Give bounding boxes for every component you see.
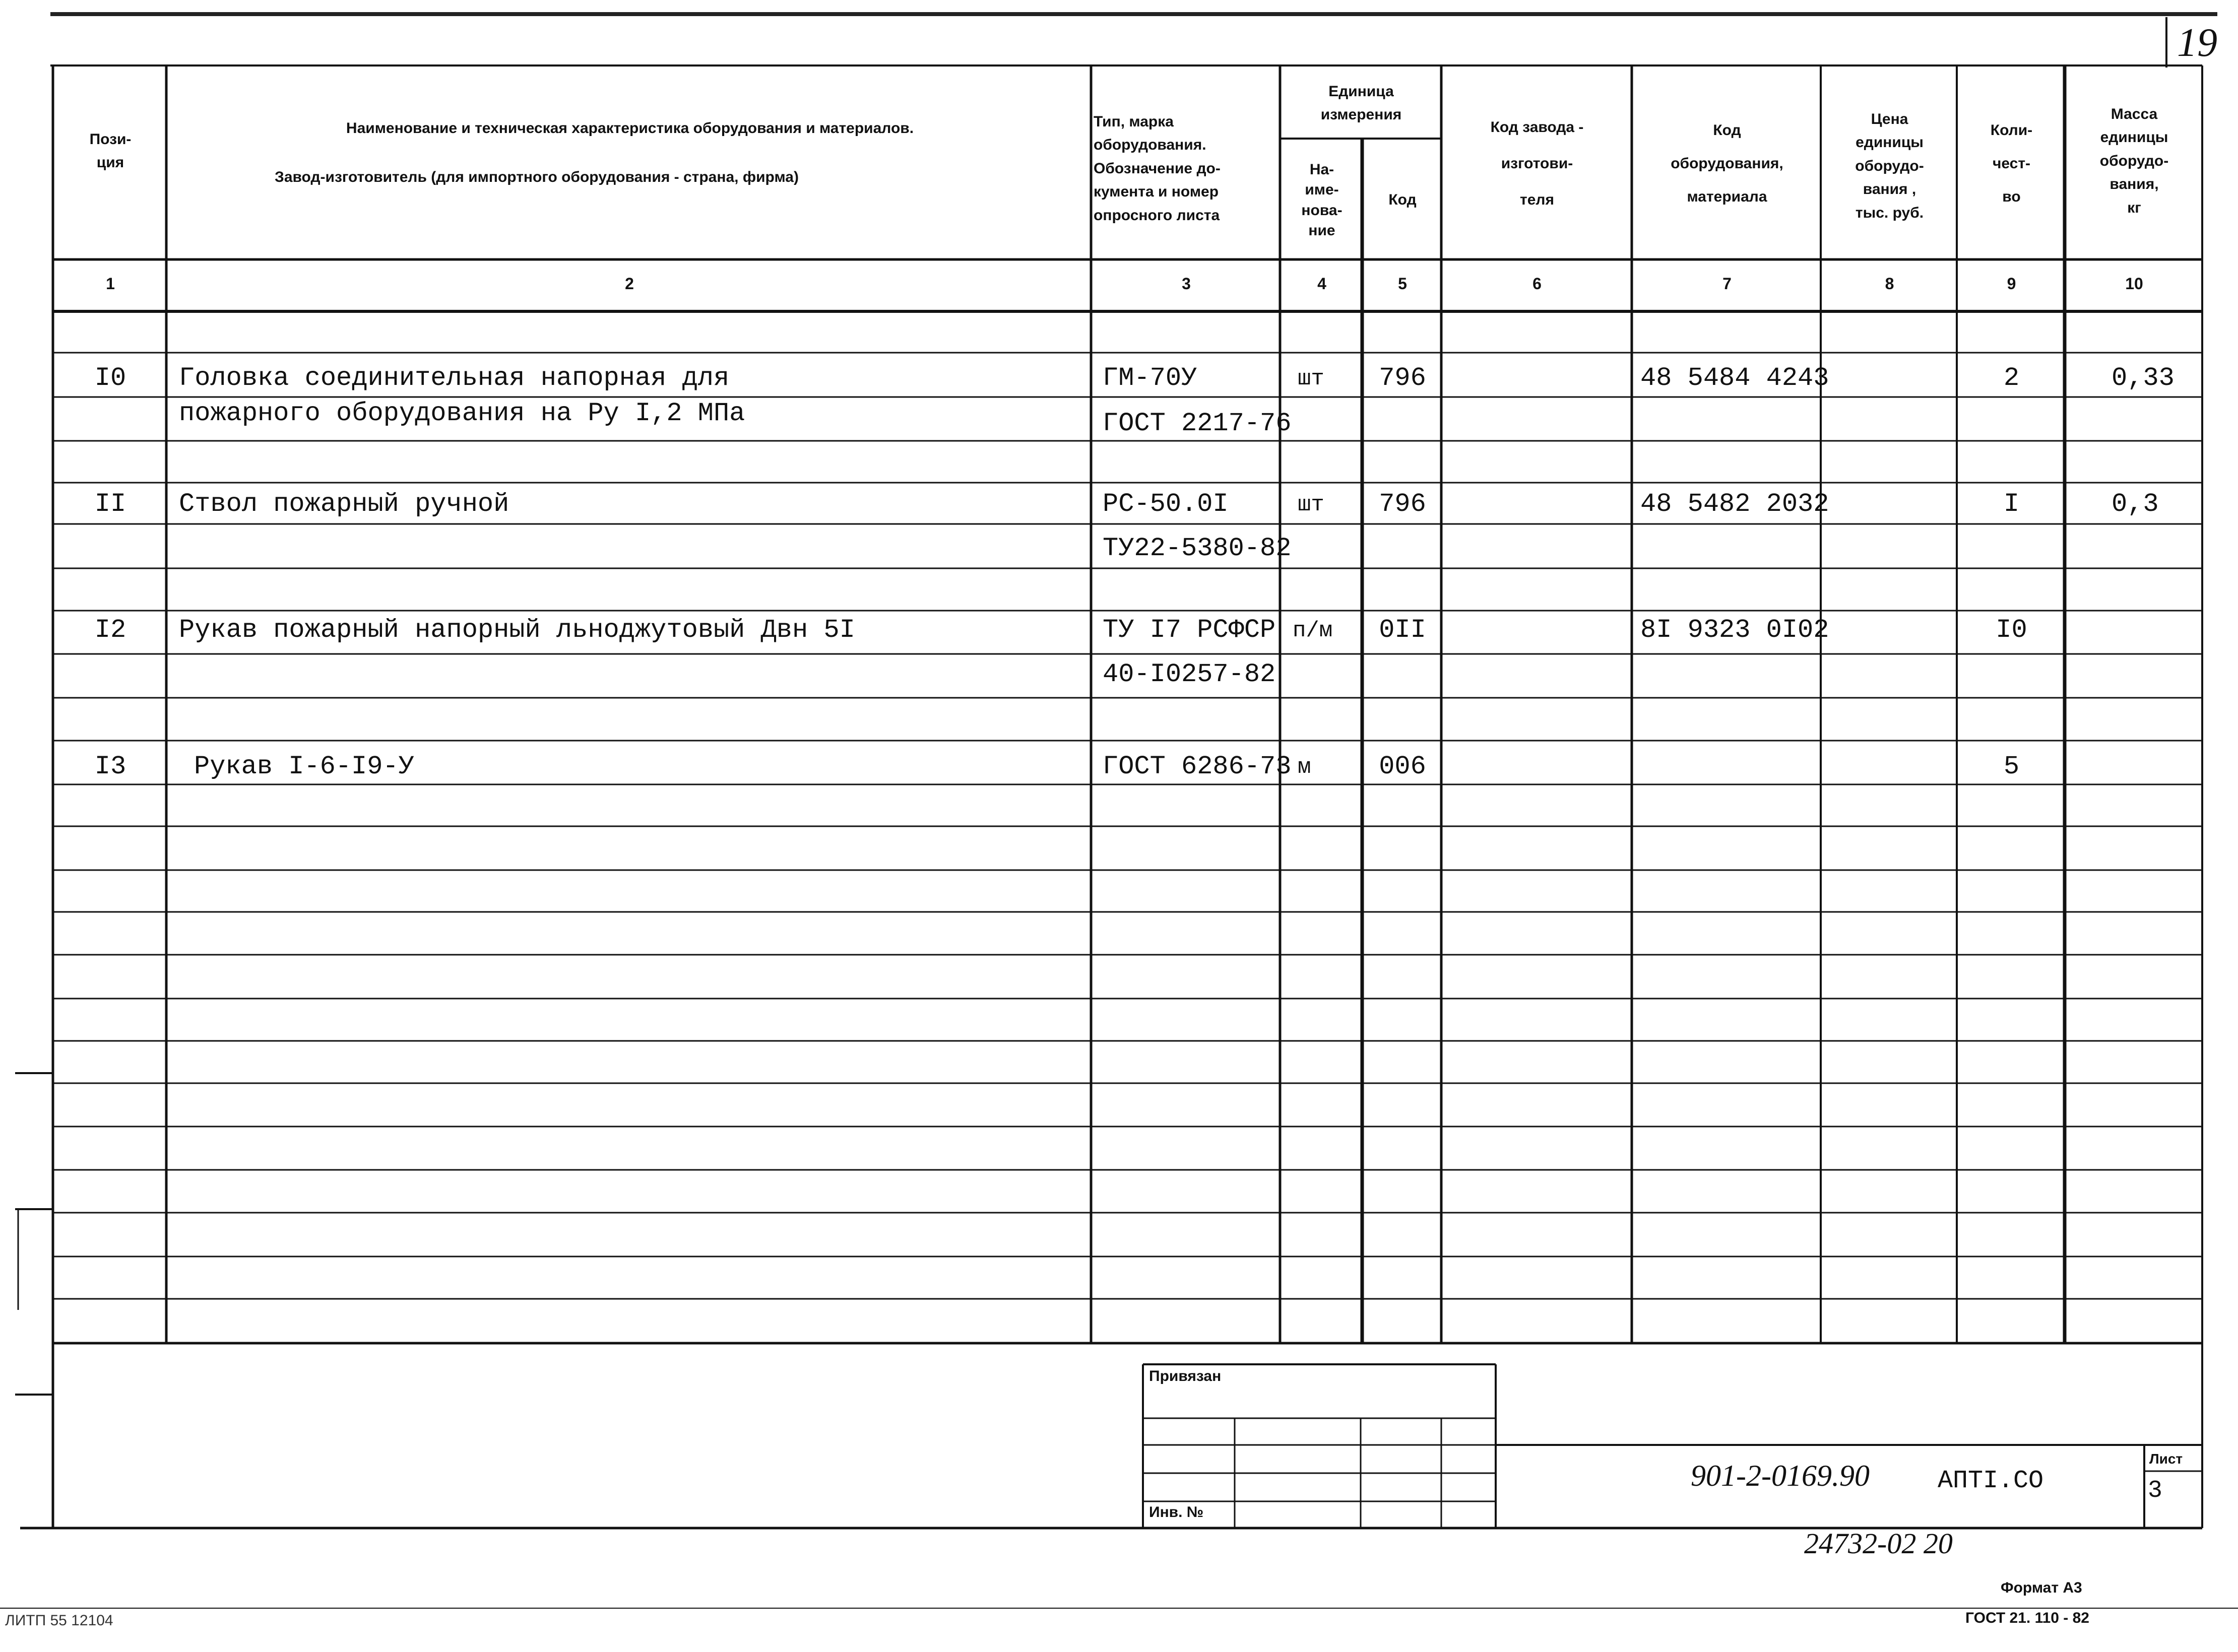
row-position: I3 (94, 752, 126, 781)
row-type: РС-50.0I (1103, 489, 1229, 519)
row-type: ТУ I7 РСФСР (1103, 615, 1276, 645)
stamp-inventory-label: Инв. № (1149, 1504, 1204, 1521)
stamp-list-label: Лист (2149, 1451, 2183, 1467)
row-type: ГОСТ 6286-73 (1103, 752, 1292, 781)
header-type: Тип, марка оборудования. Обозначение до- кумента и номер опросного листа (1094, 113, 1221, 224)
header-equipment-code: Код оборудования, материала (1671, 122, 1783, 205)
header-unit-name: На- име- нова- ние (1301, 161, 1342, 239)
row-name: Ствол пожарный ручной (179, 489, 509, 519)
column-number-10: 10 (2125, 275, 2143, 293)
row-name: пожарного оборудования на Ру I,2 МПа (179, 399, 745, 428)
row-type: 40-I0257-82 (1103, 659, 1276, 689)
outer-border-top (50, 64, 2202, 67)
row-unit: шт (1298, 492, 1324, 517)
row-equipment-code: 48 5482 2032 (1640, 489, 1829, 519)
stamp-list-number: 3 (2148, 1477, 2162, 1504)
row-unit: шт (1298, 366, 1324, 391)
archive-number: 24732-02 20 (1804, 1527, 1953, 1560)
header-name-line2: Завод-изготовитель (для импортного оборудования - страна, фирма) (275, 168, 799, 185)
header-unit-mass: Масса единицы оборудо- вания, кг (2099, 105, 2169, 216)
header-unit-code: Код (1388, 191, 1417, 209)
row-position: I2 (94, 615, 126, 645)
row-position: II (94, 489, 126, 519)
column-number-8: 8 (1885, 275, 1894, 293)
column-number-3: 3 (1182, 275, 1191, 293)
column-number-2: 2 (625, 275, 634, 293)
row-mass: 0,33 (2112, 363, 2175, 393)
row-type: ГМ-70У (1103, 363, 1197, 393)
row-unit-code: 006 (1379, 752, 1426, 781)
footer-gost: ГОСТ 21. 110 - 82 (1965, 1610, 2089, 1626)
row-quantity: 5 (2003, 752, 2020, 781)
row-quantity: I (2003, 489, 2020, 519)
stamp-privyazan-label: Привязан (1149, 1368, 1222, 1384)
sheet-corner-number: 19 (2177, 21, 2217, 65)
row-equipment-code: 8I 9323 0I02 (1640, 615, 1829, 645)
row-unit: м (1298, 755, 1311, 780)
top-border (50, 12, 2217, 16)
header-position: Пози- ция (89, 130, 132, 171)
column-number-4: 4 (1317, 275, 1326, 293)
row-quantity: I0 (1996, 615, 2027, 645)
column-number-7: 7 (1722, 275, 1732, 293)
row-unit-code: 796 (1379, 363, 1426, 393)
footer-format: Формат А3 (2001, 1579, 2082, 1596)
header-unit-price: Цена единицы оборудо- вания , тыс. руб. (1855, 110, 1924, 221)
stamp-document-number: 901-2-0169.90 (1691, 1459, 1870, 1492)
row-type: ГОСТ 2217-76 (1103, 409, 1292, 438)
header-quantity: Коли- чест- во (1990, 122, 2033, 205)
header-name-line1: Наименование и техническая характеристика оборудования и материалов. (346, 119, 914, 137)
row-name: Головка соединительная напорная для (179, 363, 730, 393)
row-quantity: 2 (2003, 363, 2020, 393)
row-unit: п/м (1293, 618, 1333, 643)
header-unit-group: Единица измерения (1320, 83, 1402, 123)
row-name: Рукав I-6-I9-У (194, 752, 414, 781)
row-position: I0 (94, 363, 126, 393)
header-manufacturer-code: Код завода - изготови- теля (1490, 119, 1584, 208)
row-unit-code: 0II (1379, 615, 1426, 645)
column-number-9: 9 (2007, 275, 2016, 293)
row-type: ТУ22-5380-82 (1103, 534, 1292, 563)
corner-divider (2165, 17, 2167, 68)
column-number-1: 1 (106, 275, 115, 293)
row-equipment-code: 48 5484 4243 (1640, 363, 1829, 393)
row-mass: 0,3 (2112, 489, 2159, 519)
row-unit-code: 796 (1379, 489, 1426, 519)
column-number-6: 6 (1532, 275, 1542, 293)
row-name: Рукав пожарный напорный льноджутовый Двн 5I (179, 615, 855, 645)
column-number-5: 5 (1398, 275, 1407, 293)
stamp-document-code: АПТI.СО (1938, 1467, 2044, 1495)
footer-left-code: ЛИТП 55 12104 (5, 1612, 113, 1629)
